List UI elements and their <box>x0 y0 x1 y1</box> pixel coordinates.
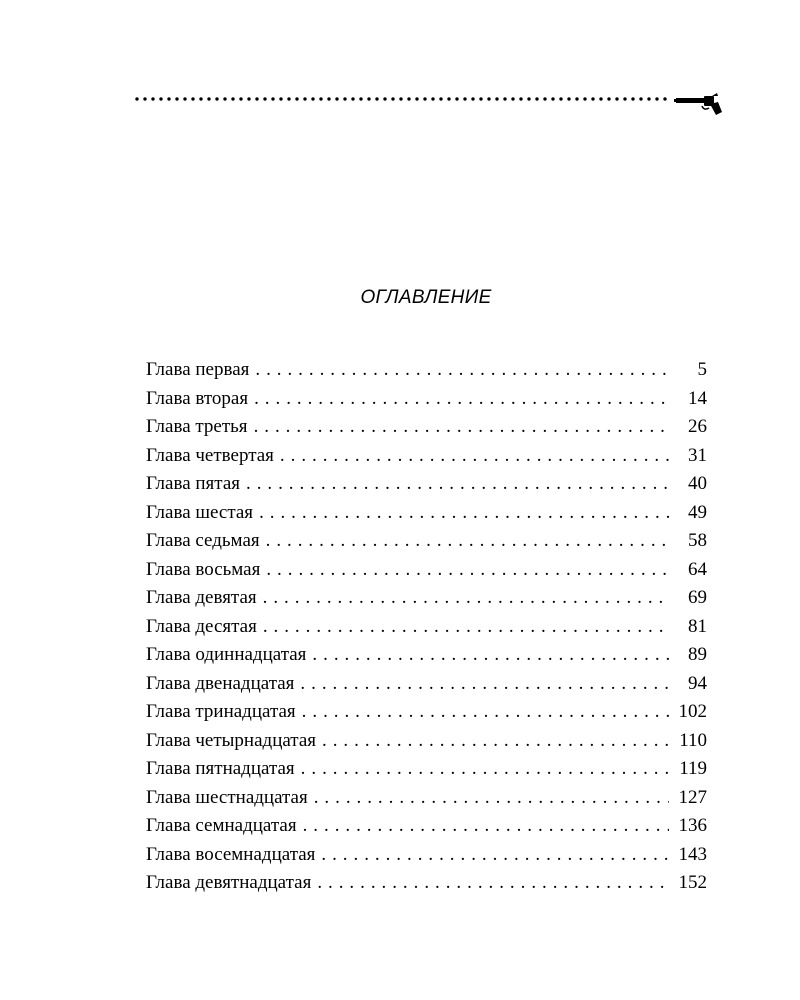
pistol-icon <box>674 92 724 116</box>
toc-dot-leader <box>317 869 669 898</box>
toc-entry-page: 81 <box>688 615 707 637</box>
toc-entry <box>146 812 707 841</box>
toc-entry-label: Глава четырнадцатая <box>146 729 317 751</box>
toc-entry-label: Глава восьмая <box>146 558 261 580</box>
toc-entry <box>146 356 707 385</box>
toc-dot-leader <box>263 584 669 613</box>
toc-entry <box>146 613 707 642</box>
toc-entry <box>146 499 707 528</box>
toc-entry-page: 110 <box>679 729 707 751</box>
toc-entry-label: Глава третья <box>146 416 248 437</box>
toc-entry-page: 58 <box>688 530 707 551</box>
toc-dot-leader <box>254 385 669 414</box>
toc-entry <box>146 641 707 670</box>
toc-dot-leader <box>266 527 669 556</box>
toc-entry-page: 89 <box>688 644 707 665</box>
toc-entry-label: Глава пятая <box>146 473 240 494</box>
toc-entry-page: 136 <box>678 815 707 836</box>
toc-dot-leader <box>280 442 669 471</box>
toc-entry <box>146 841 707 870</box>
toc-entry <box>146 670 707 699</box>
toc-entry-label: Глава шестнадцатая <box>146 786 308 808</box>
toc-entry-page: 69 <box>688 587 707 608</box>
header-dotted-rule <box>133 96 671 102</box>
toc-entry-label: Глава седьмая <box>146 530 260 551</box>
toc-dot-leader <box>314 784 669 813</box>
toc-entry-label: Глава двенадцатая <box>146 672 295 694</box>
toc-entry-page: 102 <box>678 701 707 722</box>
toc-entry-page: 127 <box>678 786 707 808</box>
toc-dot-leader <box>302 698 669 727</box>
toc-entry-label: Глава вторая <box>146 387 249 409</box>
toc-dot-leader <box>312 641 669 670</box>
toc-dot-leader <box>321 841 669 870</box>
toc-dot-leader <box>259 499 669 528</box>
toc-entry-label: Глава семнадцатая <box>146 815 297 836</box>
toc-entry <box>146 442 707 471</box>
toc-dot-leader <box>246 470 669 499</box>
toc-title: ОГЛАВЛЕНИЕ <box>360 287 492 308</box>
toc-entry <box>146 698 707 727</box>
toc-entry-label: Глава десятая <box>146 615 257 637</box>
toc-dot-leader <box>263 613 669 642</box>
toc-dot-leader <box>266 556 669 585</box>
toc-entry-label: Глава девятая <box>146 587 257 608</box>
toc-entry-label: Глава одиннадцатая <box>146 644 307 665</box>
toc-dot-leader <box>300 670 669 699</box>
toc-entry <box>146 527 707 556</box>
toc-entry-label: Глава шестая <box>146 501 254 523</box>
toc-entry-page: 14 <box>688 387 707 409</box>
toc-entry-page: 49 <box>688 501 707 523</box>
toc-entry-label: Глава пятнадцатая <box>146 758 295 779</box>
toc-entry-label: Глава девятнадцатая <box>146 872 312 893</box>
toc-entry <box>146 556 707 585</box>
toc-dot-leader <box>322 727 669 756</box>
toc-dot-leader <box>254 413 669 442</box>
toc-entry-page: 5 <box>697 359 707 380</box>
toc-entry-page: 119 <box>679 758 707 779</box>
toc-entry-page: 31 <box>688 444 707 466</box>
toc-dot-leader <box>303 812 669 841</box>
toc-entry-page: 26 <box>688 416 707 437</box>
toc-entry-label: Глава восемнадцатая <box>146 843 316 865</box>
toc-entry-label: Глава тринадцатая <box>146 701 296 722</box>
toc-entry-label: Глава первая <box>146 359 250 380</box>
toc-entry <box>146 869 707 898</box>
toc-entry <box>146 470 707 499</box>
toc-entry-page: 40 <box>688 473 707 494</box>
toc-entry-page: 143 <box>678 843 707 865</box>
toc-entry-page: 94 <box>688 672 707 694</box>
toc-entry <box>146 413 707 442</box>
toc-dot-leader <box>301 755 669 784</box>
toc-entry <box>146 784 707 813</box>
toc-entry <box>146 385 707 414</box>
toc-entry <box>146 727 707 756</box>
toc-dot-leader <box>255 356 669 385</box>
toc-list <box>146 356 707 898</box>
toc-entry <box>146 584 707 613</box>
toc-entry <box>146 755 707 784</box>
toc-entry-page: 152 <box>678 872 707 893</box>
toc-entry-label: Глава четвертая <box>146 444 274 466</box>
toc-entry-page: 64 <box>688 558 707 580</box>
